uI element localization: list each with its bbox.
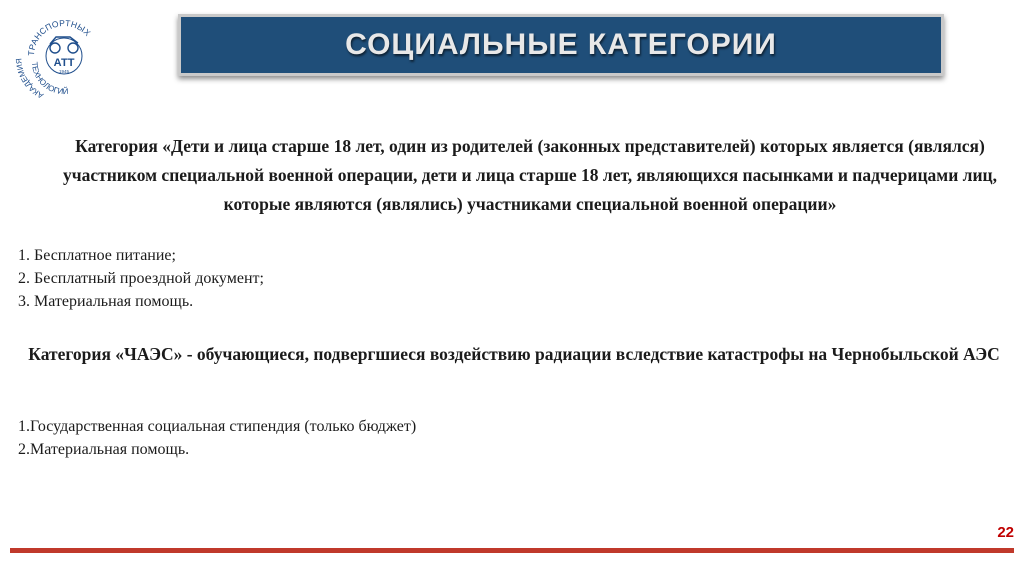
car-emblem-icon [50,37,78,53]
benefits-list-chaes [18,415,416,461]
list-item: 1. Бесплатное питание; [18,247,176,264]
list-item: 2.Материальная помощь. [18,441,190,458]
logo-abbr: АТТ [53,57,75,69]
page-title: СОЦИАЛЬНЫЕ КАТЕГОРИИ [345,28,777,61]
category-heading-chaes: Категория «ЧАЭС» - обучающиеся, подвергшиеся воздействию радиации вследствие катастрофы на Чернобыльской АЭС [28,344,1000,364]
logo-top-text: ТРАНСПОРТНЫХ [25,17,93,57]
logo-bottom-text: ТЕХНОЛОГИЙ [29,61,69,97]
benefits-list-svo [18,244,264,313]
academy-logo [14,6,114,106]
title-banner [178,14,944,76]
page-number: 22 [997,524,1014,541]
category-heading-svo: Категория «Дети и лица старше 18 лет, один из родителей (законных представителей) которых является (являлся) участником специальной военной операции, дети и лица старше 18 лет, являющихся пасынками и падчерицами лиц, которые являются (являлись) участниками специальной военной операции» [62,136,998,214]
logo-year: 1945 [58,69,70,74]
list-item: 2. Бесплатный проездной документ; [18,270,264,287]
list-item: 3. Материальная помощь. [18,293,194,310]
logo-left-text: АКАДЕМИЯ [14,57,46,101]
footer-divider [10,548,1014,553]
list-item: 1.Государственная социальная стипендия (только бюджет) [18,418,417,435]
